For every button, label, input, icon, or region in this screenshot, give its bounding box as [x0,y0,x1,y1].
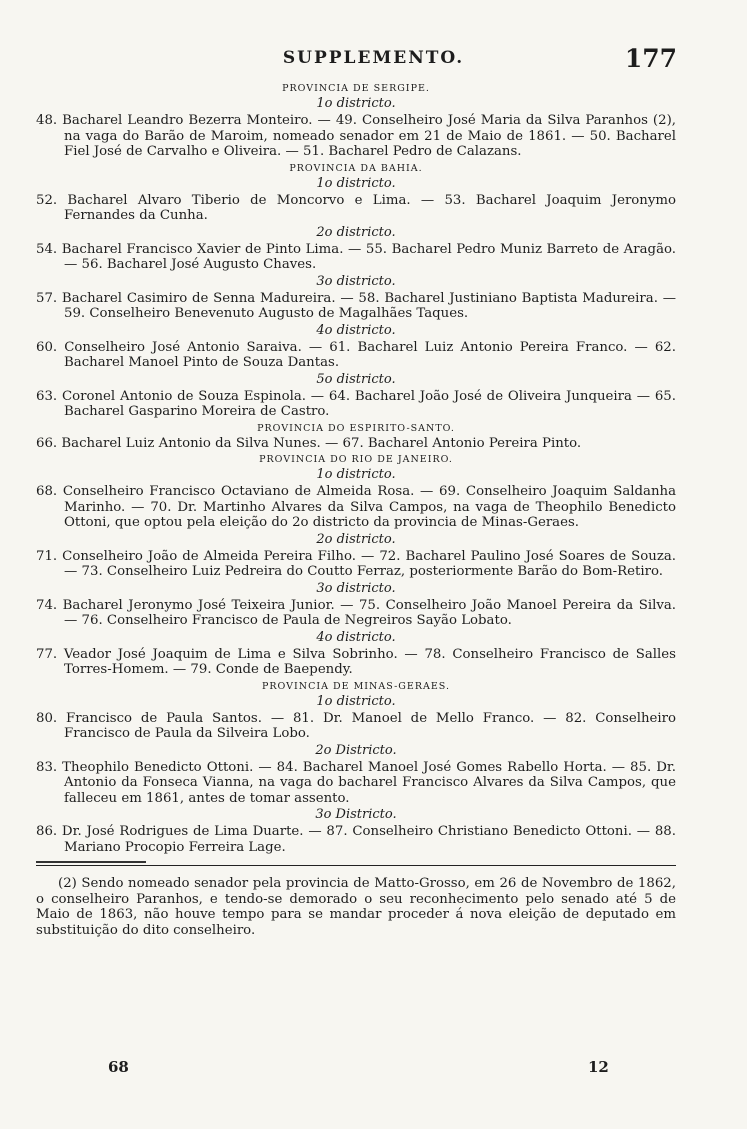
province-heading: PROVINCIA DO ESPIRITO-SANTO. [257,422,455,434]
deputy-entry: 57. Bacharel Casimiro de Senna Madureira. — 58. Bacharel Justiniano Baptista Madureira. — 59. Conselheiro Benevenuto Augusto de Magalhães Taques. [36,290,676,321]
running-title: SUPPLEMENTO. [282,48,465,68]
footnote-divider [36,865,676,866]
province-heading: PROVINCIA DO RIO DE JANEIRO. [259,454,453,465]
district-heading: 1o districto. [316,175,396,191]
province-heading: PROVINCIA DE MINAS-GERAES. [262,680,450,692]
district-heading: 3o districto. [316,273,396,289]
district-heading: 1o districto. [316,467,396,482]
gathering-number: 12 [588,1058,609,1076]
district-heading: 4o districto. [316,322,396,338]
deputy-entry: 80. Francisco de Paula Santos. — 81. Dr. Manoel de Mello Franco. — 82. Conselheiro Francisco de Paula da Silveira Lobo. [36,710,676,741]
deputy-entry: 63. Coronel Antonio de Souza Espinola. — 64. Bacharel João José de Oliveira Junqueira — 65. Bacharel Gasparino Moreira de Castro. [36,388,676,419]
province-heading: PROVINCIA DA BAHIA. [289,162,423,174]
document-body [36,80,676,938]
signature-mark: 68 [108,1058,129,1076]
deputy-entry: 54. Bacharel Francisco Xavier de Pinto Lima. — 55. Bacharel Pedro Muniz Barreto de Aragão. — 56. Bacharel José Augusto Chaves. [36,241,676,272]
district-heading: 2o districto. [316,224,396,240]
district-heading: 3o districto. [316,580,396,596]
short-rule [36,861,146,863]
deputy-entry: 83. Theophilo Benedicto Ottoni. — 84. Bacharel Manoel José Gomes Rabello Horta. — 85. Dr. Antonio da Fonseca Vianna, na vaga do bacharel Francisco Alvares da Silva Campos, que falleceu em 1861, antes de tomar assento. [36,759,676,806]
district-heading: 1o districto. [316,693,396,709]
deputy-entry: 68. Conselheiro Francisco Octaviano de Almeida Rosa. — 69. Conselheiro Joaquim Saldanha Marinho. — 70. Dr. Martinho Alvares da Silva Campos, na vaga de Theophilo Benedicto Ottoni, que optou pela eleição do 2o districto da provincia de Minas-Geraes. [36,484,676,530]
deputy-entry: 66. Bacharel Luiz Antonio da Silva Nunes. — 67. Bacharel Antonio Pereira Pinto. [36,435,582,451]
deputy-entry: 71. Conselheiro João de Almeida Pereira Filho. — 72. Bacharel Paulino José Soares de Souza. — 73. Conselheiro Luiz Pedreira do Coutto Ferraz, posteriormente Barão do Bom-Retiro. [36,548,676,579]
deputy-entry: 52. Bacharel Alvaro Tiberio de Moncorvo e Lima. — 53. Bacharel Joaquim Jeronymo Fernandes da Cunha. [36,192,676,223]
district-heading: 5o districto. [316,371,396,387]
deputy-entry: 48. Bacharel Leandro Bezerra Monteiro. — 49. Conselheiro José Maria da Silva Paranhos (2), na vaga do Barão de Maroim, nomeado senador em 21 de Maio de 1861. — 50. Bacharel Fiel José de Carvalho e Oliveira. — 51. Bacharel Pedro de Calazans. [36,113,676,159]
province-heading: PROVINCIA DE SERGIPE. [282,83,430,94]
page-footer [0,1058,747,1080]
district-heading: 1o districto. [316,96,396,111]
deputy-entry: 74. Bacharel Jeronymo José Teixeira Junior. — 75. Conselheiro João Manoel Pereira da Silva. — 76. Conselheiro Francisco de Paula de Negreiros Sayão Lobato. [36,597,676,628]
district-heading: 3o Districto. [315,807,397,822]
deputy-entry: 77. Veador José Joaquim de Lima e Silva Sobrinho. — 78. Conselheiro Francisco de Salles Torres-Homem. — 79. Conde de Baependy. [36,646,676,677]
page-header [0,44,747,78]
district-heading: 4o districto. [316,629,396,645]
district-heading: 2o districto. [316,531,396,547]
deputy-entry: 86. Dr. José Rodrigues de Lima Duarte. — 87. Conselheiro Christiano Benedicto Ottoni. — 88. Mariano Procopio Ferreira Lage. [36,824,676,855]
district-heading: 2o Districto. [315,742,397,758]
footnote: (2) Sendo nomeado senador pela provincia de Matto-Grosso, em 26 de Novembro de 1862, o conselheiro Paranhos, e tendo-se demorado o seu reconhecimento pelo senado até 5 de Maio de 1863, não houve tempo para se mandar proceder á nova eleição de deputado em substituição do dito conselheiro. [36,876,676,938]
page-number: 177 [624,44,677,73]
deputy-entry: 60. Conselheiro José Antonio Saraiva. — 61. Bacharel Luiz Antonio Pereira Franco. — 62. Bacharel Manoel Pinto de Souza Dantas. [36,339,676,370]
